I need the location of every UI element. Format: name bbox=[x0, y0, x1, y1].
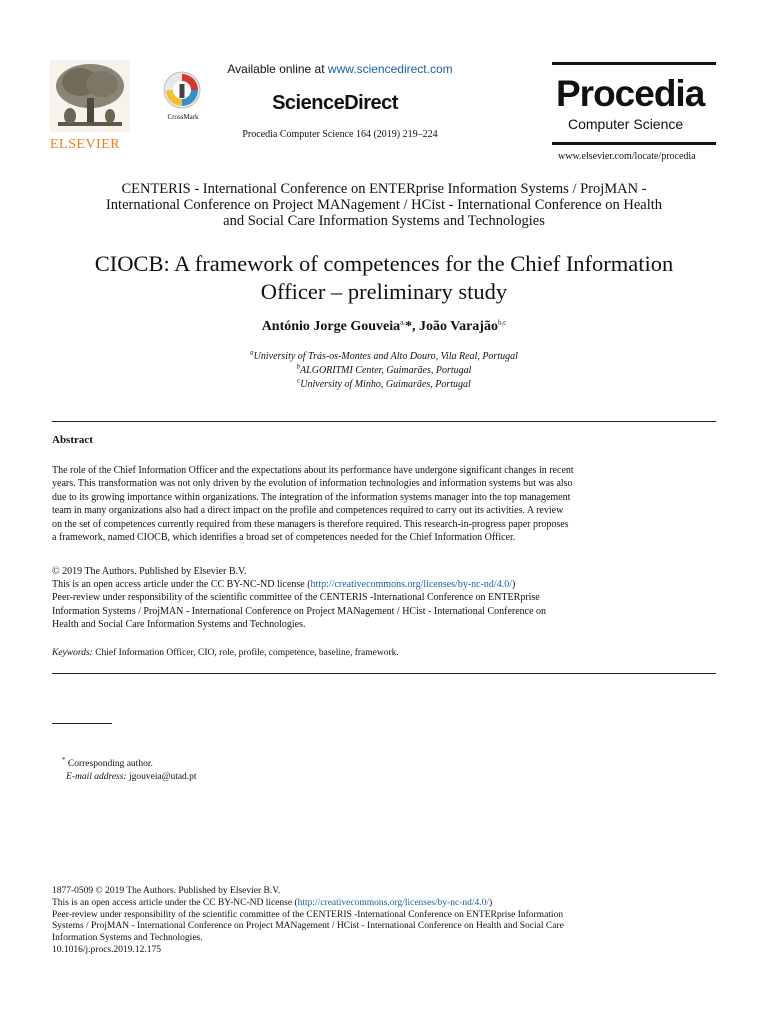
crossmark-badge[interactable] bbox=[158, 70, 208, 120]
elsevier-wordmark: ELSEVIER bbox=[50, 137, 121, 152]
footer-license-prefix: This is an open access article under the CC BY-NC-ND license ( bbox=[52, 897, 298, 908]
abstract-line: The role of the Chief Information Officer and the expectations about its performance have undergone significant changes in recent bbox=[52, 465, 574, 476]
conference-line: International Conference on Project MANagement / HCist - International Conference on Health bbox=[105, 197, 663, 213]
license-suffix: ) bbox=[511, 579, 516, 591]
keywords bbox=[52, 648, 722, 658]
sciencedirect-link[interactable]: www.sciencedirect.com bbox=[327, 62, 453, 76]
email-address[interactable]: jgouveia@utad.pt bbox=[128, 772, 197, 782]
copyright-line: © 2019 The Authors. Published by Elsevier B.V. bbox=[52, 566, 247, 577]
conference-line: and Social Care Information Systems and Technologies bbox=[223, 213, 545, 229]
journal-reference: Procedia Computer Science 164 (2019) 219–224 bbox=[242, 129, 438, 140]
author-name: João Varajão bbox=[419, 319, 498, 334]
footer-peer-review-line: Peer-review under responsibility of the scientific committee of the CENTERIS -International Conference on ENTERprise Information bbox=[52, 909, 564, 920]
procedia-bottom-rule bbox=[552, 142, 716, 145]
title-line: Officer – preliminary study bbox=[260, 279, 508, 304]
author-separator: , bbox=[412, 319, 419, 334]
abstract-line: due to its growing importance within organizations. The integration of the information systems manager into the top management bbox=[52, 491, 571, 503]
affiliation-mark: c bbox=[297, 376, 301, 385]
abstract-heading: Abstract bbox=[52, 434, 93, 446]
peer-review-line: Information Systems / ProjMAN - International Conference on Project MANagement / HCist - International Conference on bbox=[52, 605, 547, 617]
abstract-bottom-rule bbox=[52, 673, 716, 674]
doi-line[interactable]: 10.1016/j.procs.2019.12.175 bbox=[52, 944, 161, 955]
crossmark-icon bbox=[162, 70, 202, 110]
procedia-title: Procedia bbox=[556, 73, 705, 114]
procedia-subtitle: Computer Science bbox=[568, 116, 684, 132]
footnote bbox=[62, 755, 197, 784]
affiliation-list bbox=[100, 350, 668, 392]
footer-block bbox=[52, 886, 732, 957]
paper-title bbox=[30, 250, 738, 306]
available-prefix: Available online at bbox=[227, 62, 328, 76]
abstract-line: on the set of competences currently required from these managers is therefore required. This research-in-progress paper proposes bbox=[52, 518, 569, 530]
sciencedirect-brand: ScienceDirect bbox=[272, 92, 398, 114]
copyright-block bbox=[52, 565, 722, 631]
available-online bbox=[210, 62, 470, 76]
email-label: E-mail address: bbox=[66, 772, 127, 782]
author-affiliation-mark: b,c bbox=[497, 318, 507, 327]
footer-peer-review-line: Systems / ProjMAN - International Conference on Project MANagement / HCist - International Conference on Health and Social Care bbox=[52, 921, 564, 932]
abstract-line: a framework, named CIOCB, which identifies a broad set of competences needed for the Chief Information Officer. bbox=[52, 532, 516, 544]
elsevier-logo bbox=[50, 60, 130, 150]
abstract-line: team in many organizations also had a direct impact on the profile and competences required to carry out its activities. A review bbox=[52, 505, 564, 517]
affiliation-line bbox=[100, 350, 668, 364]
footnote-star: * bbox=[62, 755, 66, 764]
elsevier-tree-icon bbox=[50, 60, 130, 132]
footnote-rule bbox=[52, 723, 112, 724]
peer-review-line: Peer-review under responsibility of the scientific committee of the CENTERIS -International Conference on ENTERprise bbox=[52, 592, 540, 604]
keywords-list: Chief Information Officer, CIO, role, profile, competence, baseline, framework. bbox=[95, 648, 399, 658]
footer-license-link[interactable]: http://creativecommons.org/licenses/by-nc-nd/4.0/ bbox=[297, 897, 489, 908]
peer-review-line: Health and Social Care Information Systems and Technologies. bbox=[52, 618, 306, 630]
affiliation-text: ALGORITMI Center, Guimarães, Portugal bbox=[300, 365, 472, 376]
affiliation-line bbox=[100, 378, 668, 392]
license-prefix: This is an open access article under the CC BY-NC-ND license ( bbox=[52, 579, 311, 591]
footer-license-suffix: ) bbox=[489, 897, 493, 908]
corresponding-author-text: Corresponding author. bbox=[67, 759, 153, 769]
elsevier-locate-link[interactable]: www.elsevier.com/locate/procedia bbox=[558, 151, 696, 162]
procedia-top-rule bbox=[552, 62, 716, 65]
corresponding-mark: * bbox=[405, 319, 412, 334]
footer-peer-review-line: Information Systems and Technologies. bbox=[52, 933, 203, 944]
affiliation-text: University of Trás-os-Montes and Alto Douro, Vila Real, Portugal bbox=[253, 351, 518, 362]
author-list bbox=[100, 319, 668, 335]
conference-name bbox=[40, 181, 728, 229]
email-line bbox=[62, 771, 197, 784]
license-link[interactable]: http://creativecommons.org/licenses/by-nc-nd/4.0/ bbox=[310, 579, 512, 591]
affiliation-text: University of Minho, Guimarães, Portugal bbox=[300, 379, 471, 390]
license-line bbox=[52, 578, 722, 591]
issn-line: 1877-0509 © 2019 The Authors. Published by Elsevier B.V. bbox=[52, 886, 281, 896]
affiliation-line bbox=[100, 364, 668, 378]
abstract-top-rule bbox=[52, 421, 716, 422]
keywords-label: Keywords: bbox=[52, 648, 93, 658]
corresponding-author-line bbox=[62, 755, 197, 771]
author-affiliation-mark: a, bbox=[400, 318, 405, 327]
conference-line: CENTERIS - International Conference on ENTERprise Information Systems / ProjMAN - bbox=[121, 181, 647, 197]
author-name: António Jorge Gouveia bbox=[261, 319, 401, 334]
affiliation-mark: a bbox=[250, 348, 254, 357]
abstract-body bbox=[52, 464, 722, 544]
affiliation-mark: b bbox=[296, 362, 301, 371]
crossmark-label: CrossMark bbox=[167, 113, 199, 121]
abstract-line: years. This transformation was not only driven by the evolution of information technologies and information systems but was also bbox=[52, 478, 573, 490]
title-line: CIOCB: A framework of competences for the Chief Information bbox=[94, 251, 674, 276]
footer-license-line bbox=[52, 898, 732, 910]
